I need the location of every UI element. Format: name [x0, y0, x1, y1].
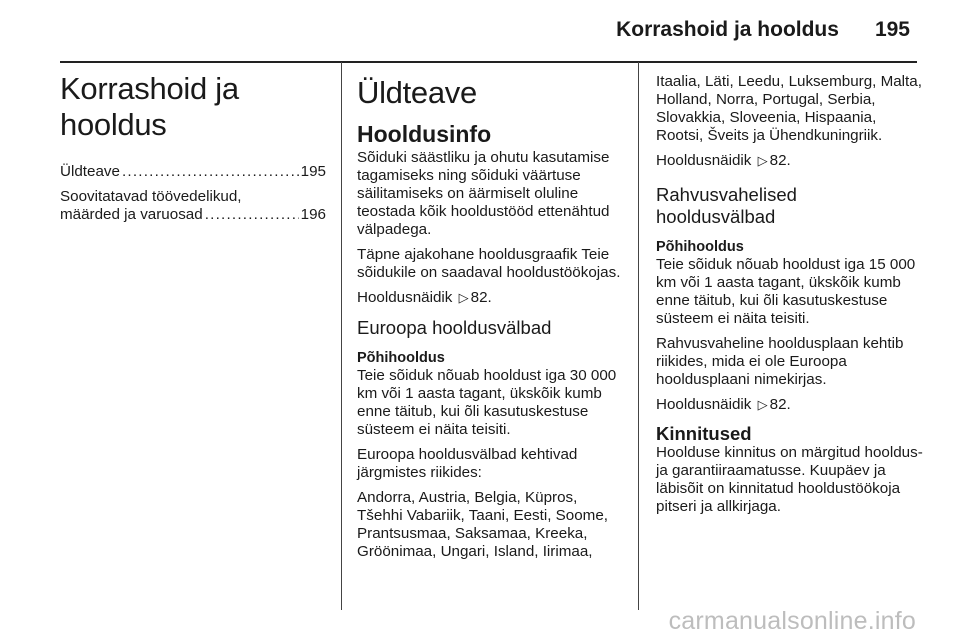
toc-entry-title-line1: Soovitatavad töövedelikud,: [60, 188, 242, 205]
paragraph: Teie sõiduk nõuab hooldust iga 15 000 km või 1 aasta tagant, ükskõik kumb enne täitub, kui õli kasutuskestuse süsteem ei näita teisiti.: [656, 256, 916, 327]
column-divider-1: [341, 62, 342, 610]
paragraph: Teie sõiduk nõuab hooldust iga 30 000 km või 1 aasta tagant, ükskõik kumb enne täitub, kui õli kasutuskestuse süsteem ei näita teisiti.: [357, 367, 617, 438]
paragraph: Rahvusvaheline hooldusplaan kehtib riikides, mida ei ole Euroopa hooldusplaani nimekirjas.: [656, 335, 904, 388]
watermark: carmanualsonline.info: [668, 607, 916, 635]
page-number: 195: [874, 18, 910, 41]
toc-entry-title: Üldteave: [60, 163, 120, 180]
column-1: [60, 62, 326, 231]
paragraph: Itaalia, Läti, Leedu, Luksemburg, Malta, Holland, Norra, Portugal, Serbia, Slovakkia, Sloveenia, Hispaania, Rootsi, Šveits ja Ühendkuningriik.: [656, 73, 922, 144]
column-divider-2: [638, 62, 639, 610]
minor-heading: Põhihooldus: [357, 350, 445, 366]
column-3: [656, 62, 926, 523]
subsection-heading: Rahvusvahelised hooldusvälbad: [656, 184, 797, 227]
toc-leader: [205, 206, 299, 224]
page-reference-icon: ▷: [757, 153, 768, 168]
toc-entry-title: määrded ja varuosad: [60, 206, 203, 223]
toc-entry[interactable]: [60, 163, 326, 181]
toc-entry[interactable]: [60, 188, 326, 224]
page-reference-icon: ▷: [458, 290, 469, 305]
page-reference-icon: ▷: [757, 397, 768, 412]
cross-reference[interactable]: Hooldusnäidik ▷ 82.: [656, 152, 791, 169]
paragraph: Täpne ajakohane hooldusgraafik Teie sõidukile on saadaval hooldustöökojas.: [357, 246, 621, 281]
toc-entry-page: 196: [300, 206, 326, 223]
table-of-contents: [60, 163, 326, 224]
paragraph: Euroopa hooldusvälbad kehtivad järgmistes riikides:: [357, 446, 578, 481]
paragraph: Sõiduki säästliku ja ohutu kasutamise tagamiseks ning sõiduki väärtuse säilitamiseks on äärmiselt oluline teostada kõik hooldustööd ettenähtud välpadega.: [357, 149, 610, 238]
header-title: Korrashoid ja hooldus: [616, 18, 839, 41]
toc-leader: [122, 163, 299, 181]
cross-reference[interactable]: Hooldusnäidik ▷ 82.: [357, 289, 492, 306]
cross-reference[interactable]: Hooldusnäidik ▷ 82.: [656, 396, 791, 413]
paragraph: Andorra, Austria, Belgia, Küpros, Tšehhi Vabariik, Taani, Eesti, Soome, Prantsusmaa, Saksamaa, Kreeka, Gröönimaa, Ungari, Island, Iirimaa,: [357, 489, 608, 560]
chapter-title: Korrashoid ja hooldus: [60, 71, 239, 142]
minor-heading: Põhihooldus: [656, 239, 744, 255]
subsection-heading: Hooldusinfo: [357, 121, 492, 147]
subsection-heading: Kinnitused: [656, 423, 752, 444]
toc-entry-page: 195: [300, 163, 326, 180]
column-2: [357, 62, 625, 568]
subsection-heading: Euroopa hooldusvälbad: [357, 317, 552, 338]
running-header: [616, 18, 910, 42]
paragraph: Hoolduse kinnitus on märgitud hooldus-ja garantiiraamatusse. Kuupäev ja läbisõit on kinnitatud hooldustöökoja pitseri ja allkirjaga.: [656, 444, 923, 515]
section-title: Üldteave: [357, 75, 477, 110]
